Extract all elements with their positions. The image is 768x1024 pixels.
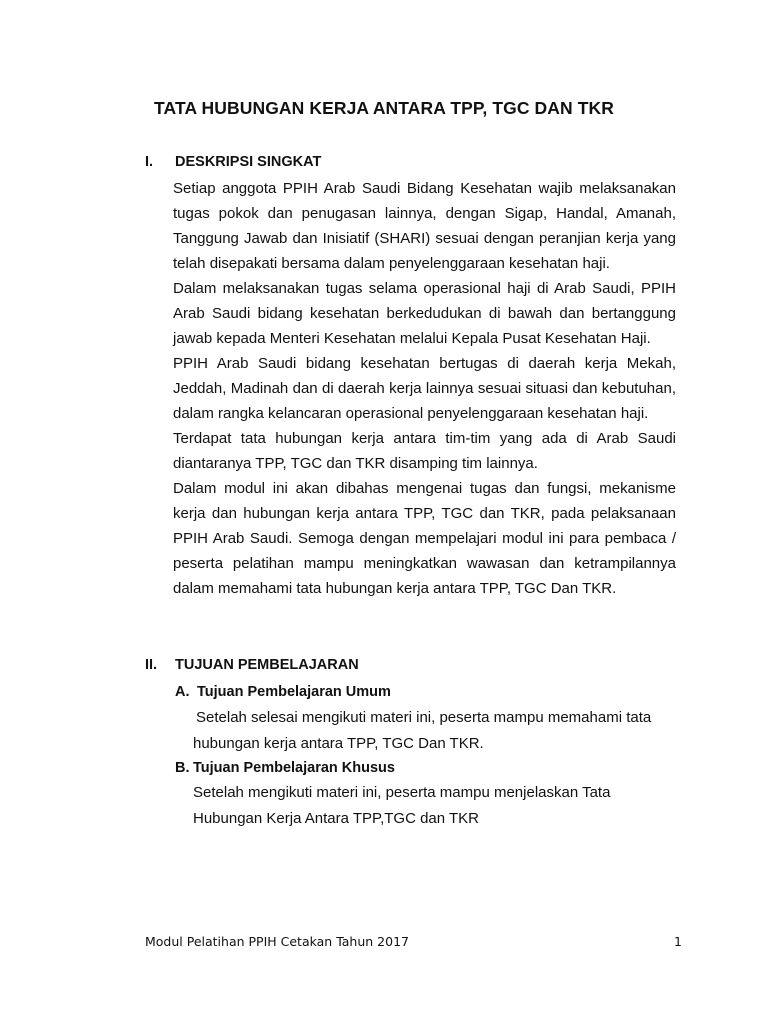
footer-text: Modul Pelatihan PPIH Cetakan Tahun 2017	[145, 934, 409, 949]
text-line: Hubungan Kerja Antara TPP,TGC dan TKR	[193, 810, 480, 827]
paragraph: Setiap anggota PPIH Arab Saudi Bidang Kesehatan wajib melaksanakan tugas pokok dan penugasan lainnya, dengan Sigap, Handal, Amanah, Tanggung Jawab dan Inisiatif (SHARI) sesuai dengan peranjian kerja yang telah disepakati bersama dalam penyelenggaraan kesehatan haji.	[173, 180, 676, 272]
paragraph: Terdapat tata hubungan kerja antara tim-tim yang ada di Arab Saudi diantaranya TPP, TGC dan TKR disamping tim lainnya.	[173, 430, 676, 472]
subsection-a-body	[193, 705, 683, 757]
document-title: TATA HUBUNGAN KERJA ANTARA TPP, TGC DAN TKR	[154, 98, 614, 118]
section-1-title: DESKRIPSI SINGKAT	[175, 154, 322, 170]
subsection-b-letter: B.	[175, 760, 190, 776]
subsection-b-body	[193, 780, 683, 832]
subsection-b-title: Tujuan Pembelajaran Khusus	[193, 760, 395, 776]
subsection-a-letter: A.	[175, 684, 190, 700]
text-line: Setelah mengikuti materi ini, peserta mampu menjelaskan Tata	[193, 784, 611, 801]
subsection-a-title: Tujuan Pembelajaran Umum	[197, 684, 391, 700]
section-1-body	[173, 176, 676, 601]
paragraph: PPIH Arab Saudi bidang kesehatan bertugas di daerah kerja Mekah, Jeddah, Madinah dan di daerah kerja lainnya sesuai situasi dan kebutuhan, dalam rangka kelancaran operasional penyelenggaraan kesehatan haji.	[173, 355, 676, 422]
section-2-title: TUJUAN PEMBELAJARAN	[175, 657, 359, 673]
paragraph: Dalam melaksanakan tugas selama operasional haji di Arab Saudi, PPIH Arab Saudi bidang kesehatan berkedudukan di bawah dan bertanggung jawab kepada Menteri Kesehatan melalui Kepala Pusat Kesehatan Haji.	[173, 280, 676, 347]
section-2-number: II.	[145, 657, 158, 673]
text-line: hubungan kerja antara TPP, TGC Dan TKR.	[193, 735, 484, 752]
subsection-a-heading	[175, 682, 391, 702]
subsection-b-heading	[175, 758, 395, 778]
paragraph: Dalam modul ini akan dibahas mengenai tugas dan fungsi, mekanisme kerja dan hubungan kerja antara TPP, TGC dan TKR, pada pelaksanaan PPIH Arab Saudi. Semoga dengan mempelajari modul ini para pembaca / peserta pelatihan mampu meningkatkan wawasan dan ketrampilannya dalam memahami tata hubungan kerja antara TPP, TGC Dan TKR.	[173, 480, 676, 597]
page-number: 1	[674, 934, 682, 949]
text-line: Setelah selesai mengikuti materi ini, peserta mampu memahami tata	[196, 709, 652, 726]
section-1-number: I.	[145, 154, 154, 170]
